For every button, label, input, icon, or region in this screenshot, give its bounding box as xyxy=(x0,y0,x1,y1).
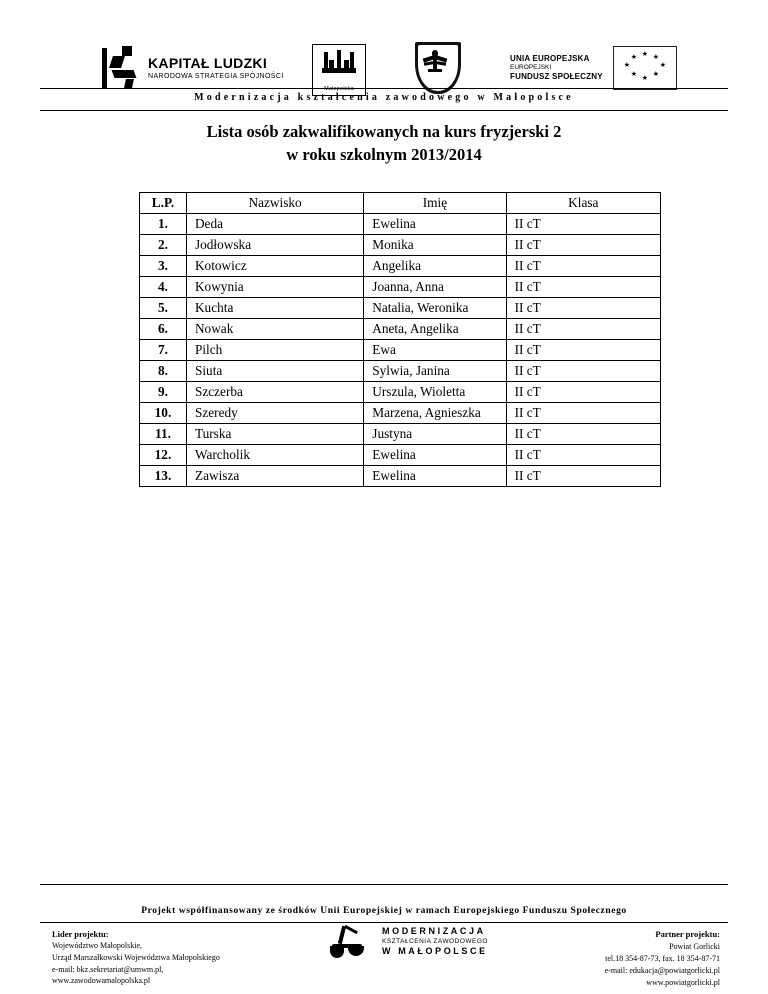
cell-imie: Ewelina xyxy=(364,445,506,466)
footer-lider-line1: Województwo Małopolskie, xyxy=(52,941,143,951)
cell-nazwisko: Siuta xyxy=(186,361,363,382)
header-rule-top xyxy=(40,88,728,89)
table-row xyxy=(140,340,661,361)
cell-lp: 9. xyxy=(140,382,187,403)
cell-nazwisko: Pilch xyxy=(186,340,363,361)
cell-nazwisko: Deda xyxy=(186,214,363,235)
footer-slogan: Projekt współfinansowany ze środków Unii Europejskiej w ramach Europejskiego Funduszu Społecznego xyxy=(141,906,627,916)
cell-klasa: II cT xyxy=(506,424,660,445)
column-header-lp: L.P. xyxy=(140,193,187,214)
footer-partner-block xyxy=(490,928,720,989)
cell-imie: Joanna, Anna xyxy=(364,277,506,298)
cell-imie: Sylwia, Janina xyxy=(364,361,506,382)
cell-nazwisko: Szeredy xyxy=(186,403,363,424)
cell-klasa: II cT xyxy=(506,298,660,319)
cell-lp: 3. xyxy=(140,256,187,277)
cell-klasa: II cT xyxy=(506,214,660,235)
cell-nazwisko: Warcholik xyxy=(186,445,363,466)
page-title-line2: w roku szkolnym 2013/2014 xyxy=(286,145,482,165)
participants-table-wrapper xyxy=(139,192,661,487)
column-header-imie: Imię xyxy=(364,193,506,214)
footer-lider-line4[interactable]: www.zawodowamalopolska.pl xyxy=(52,976,151,986)
table-row xyxy=(140,298,661,319)
header-band-text: Modernizacja kształcenia zawodowego w Małopolsce xyxy=(194,92,574,103)
footer-partner-line4[interactable]: www.powiatgorlicki.pl xyxy=(646,977,720,987)
cell-lp: 5. xyxy=(140,298,187,319)
table-row xyxy=(140,466,661,487)
table-header-row xyxy=(140,193,661,214)
cell-imie: Ewelina xyxy=(364,466,506,487)
cell-lp: 13. xyxy=(140,466,187,487)
cell-nazwisko: Kowynia xyxy=(186,277,363,298)
table-row xyxy=(140,445,661,466)
table-row xyxy=(140,319,661,340)
footer-lider-line2: Urząd Marszałkowski Województwa Małopolskiego xyxy=(52,952,220,962)
footer-partner-line1: Powiat Gorlicki xyxy=(669,941,720,951)
footer-partner-heading: Partner projektu: xyxy=(655,929,720,939)
malopolska-caption: Małopolska xyxy=(324,86,354,92)
kapital-ludzki-logo xyxy=(100,46,284,90)
table-row xyxy=(140,424,661,445)
footer-rule-top xyxy=(40,884,728,885)
cell-klasa: II cT xyxy=(506,361,660,382)
cell-imie: Monika xyxy=(364,235,506,256)
table-row xyxy=(140,403,661,424)
table-row xyxy=(140,382,661,403)
cell-klasa: II cT xyxy=(506,235,660,256)
kapital-ludzki-name: KAPITAŁ LUDZKI xyxy=(148,54,268,71)
cell-nazwisko: Zawisza xyxy=(186,466,363,487)
footer-partner-line3[interactable]: e-mail: edukacja@powiatgorlicki.pl xyxy=(604,965,720,975)
cell-klasa: II cT xyxy=(506,445,660,466)
cell-lp: 12. xyxy=(140,445,187,466)
cell-imie: Justyna xyxy=(364,424,506,445)
cell-nazwisko: Nowak xyxy=(186,319,363,340)
table-row xyxy=(140,214,661,235)
cell-nazwisko: Jodłowska xyxy=(186,235,363,256)
eu-line2: EUROPEJSKI xyxy=(510,63,552,71)
cell-lp: 2. xyxy=(140,235,187,256)
kapital-ludzki-subtitle: NARODOWA STRATEGIA SPÓJNOŚCI xyxy=(148,73,284,81)
kapital-ludzki-figure-icon xyxy=(100,46,140,90)
eu-flag-stars-icon: ★ ★ ★ ★ ★ ★ ★ ★ xyxy=(613,46,677,90)
cell-klasa: II cT xyxy=(506,403,660,424)
cell-lp: 1. xyxy=(140,214,187,235)
participants-table xyxy=(139,192,661,487)
eu-logo xyxy=(510,46,677,90)
cell-nazwisko: Kotowicz xyxy=(186,256,363,277)
cell-nazwisko: Kuchta xyxy=(186,298,363,319)
cell-klasa: II cT xyxy=(506,277,660,298)
column-header-nazwisko: Nazwisko xyxy=(186,193,363,214)
cell-imie: Natalia, Weronika xyxy=(364,298,506,319)
cell-lp: 4. xyxy=(140,277,187,298)
cell-lp: 7. xyxy=(140,340,187,361)
cell-klasa: II cT xyxy=(506,256,660,277)
powiat-gorlicki-eagle-coat-of-arms-icon xyxy=(423,50,447,76)
cell-lp: 6. xyxy=(140,319,187,340)
malopolska-crown-icon xyxy=(322,50,356,76)
cell-nazwisko: Szczerba xyxy=(186,382,363,403)
cell-lp: 10. xyxy=(140,403,187,424)
cell-klasa: II cT xyxy=(506,382,660,403)
header-rule-bottom xyxy=(40,110,728,111)
table-row xyxy=(140,277,661,298)
cell-imie: Aneta, Angelika xyxy=(364,319,506,340)
cell-klasa: II cT xyxy=(506,319,660,340)
eu-line3: FUNDUSZ SPOŁECZNY xyxy=(510,72,603,82)
cell-klasa: II cT xyxy=(506,466,660,487)
footer-lider-line3: e-mail: bkz.sekretariat@umwm.pl, xyxy=(52,964,164,974)
footer-partner-line2: tel.18 354-87-73, fax. 18 354-87-71 xyxy=(605,953,720,963)
table-row xyxy=(140,256,661,277)
cell-lp: 11. xyxy=(140,424,187,445)
cell-imie: Marzena, Agnieszka xyxy=(364,403,506,424)
cell-klasa: II cT xyxy=(506,340,660,361)
modernizacja-mark-icon xyxy=(330,926,374,958)
eu-line1: UNIA EUROPEJSKA xyxy=(510,53,590,63)
modernizacja-line2: KSZTAŁCENIA ZAWODOWEGO xyxy=(382,937,488,945)
footer-rule-bottom xyxy=(40,922,728,923)
modernizacja-line1: MODERNIZACJA xyxy=(382,926,486,937)
header-logo-row xyxy=(0,22,768,92)
cell-nazwisko: Turska xyxy=(186,424,363,445)
page-title xyxy=(0,120,768,167)
footer-modernizacja-logo xyxy=(330,926,488,958)
table-row xyxy=(140,361,661,382)
column-header-klasa: Klasa xyxy=(506,193,660,214)
page-title-line1: Lista osób zakwalifikowanych na kurs fryzjerski 2 xyxy=(206,122,562,141)
footer-lider-heading: Lider projektu: xyxy=(52,929,109,939)
cell-lp: 8. xyxy=(140,361,187,382)
cell-imie: Urszula, Wioletta xyxy=(364,382,506,403)
cell-imie: Angelika xyxy=(364,256,506,277)
modernizacja-line3: W MAŁOPOLSCE xyxy=(382,946,488,957)
table-row xyxy=(140,235,661,256)
cell-imie: Ewa xyxy=(364,340,506,361)
footer-lider-block xyxy=(52,928,312,987)
cell-imie: Ewelina xyxy=(364,214,506,235)
